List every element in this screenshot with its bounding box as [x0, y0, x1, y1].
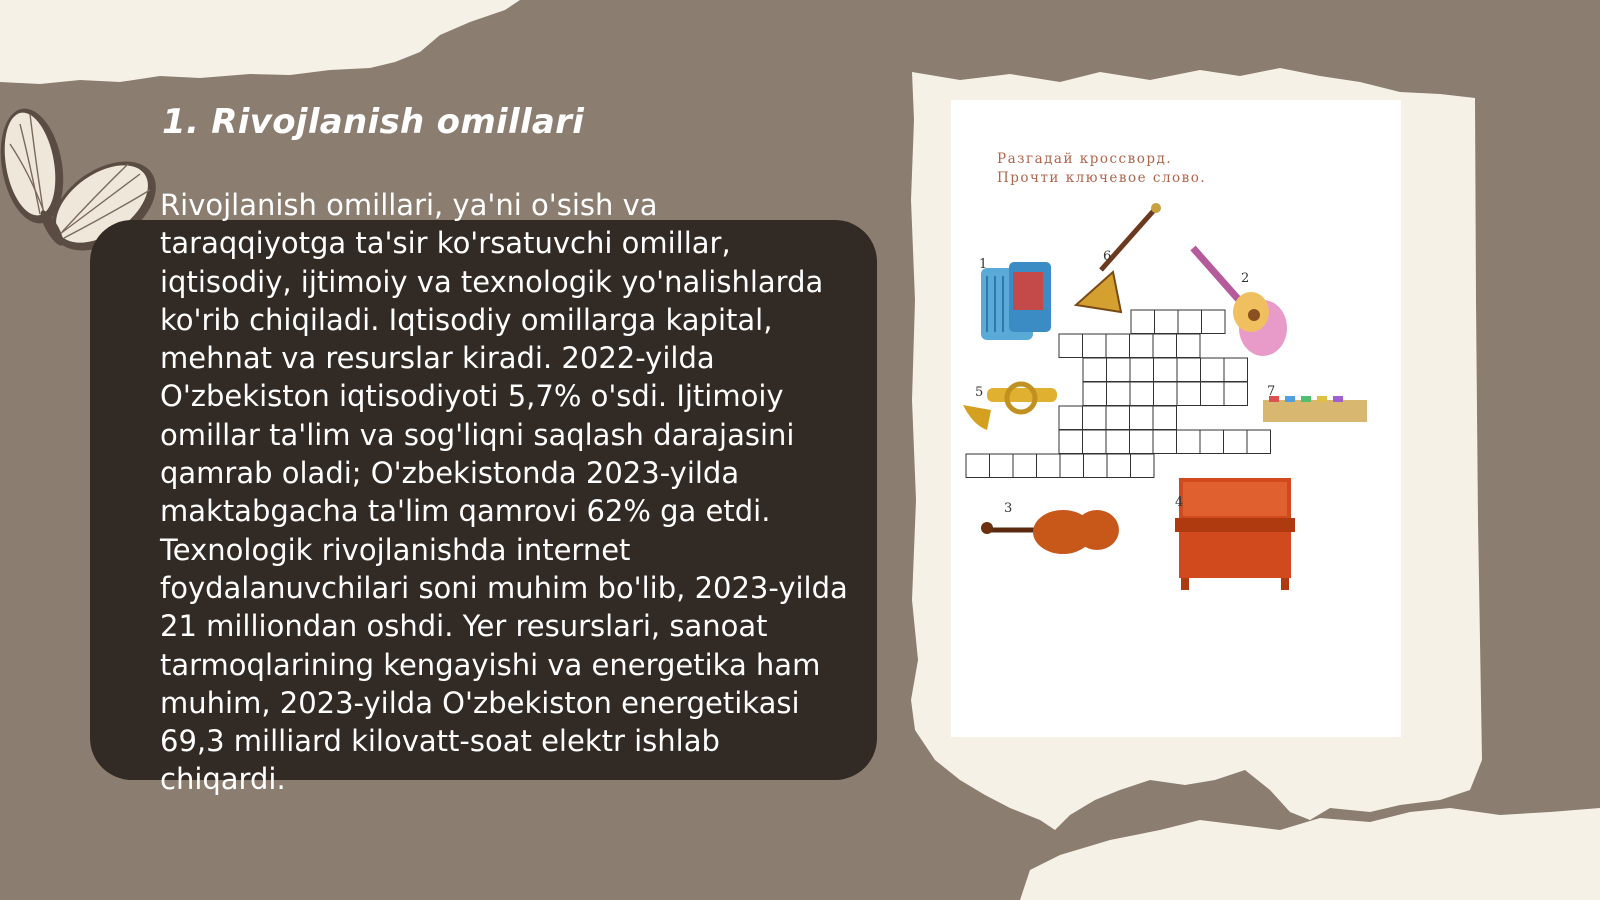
- crossword-cell: [1059, 406, 1083, 430]
- crossword-cell: [1013, 454, 1037, 478]
- crossword-cell: [1083, 430, 1107, 454]
- crossword-cell: [1153, 430, 1177, 454]
- crossword-cell: [1200, 430, 1224, 454]
- crossword-cell: [1107, 358, 1131, 382]
- guitar-icon: [1193, 248, 1287, 356]
- crossword-cell: [1060, 454, 1084, 478]
- crossword-cell: [1178, 310, 1202, 334]
- crossword-cell: [1107, 454, 1131, 478]
- crossword-cell: [1177, 334, 1201, 358]
- crossword-cell: [1083, 406, 1107, 430]
- crossword-cell: [1177, 358, 1201, 382]
- accordion-icon: [981, 262, 1051, 340]
- slide-body-text: Rivojlanish omillari, ya'ni o'sish va taraqqiyotga ta'sir ko'rsatuvchi omillar, iqtisodiy, ijtimoiy va texnologik yo'nalishlarda ko'rib chiqiladi. Iqtisodiy omillarga kapital, mehnat va resurslar kiradi. 2022-yilda O'zbekiston iqtisodiyoti 5,7% o'sdi. Ijtimoiy omillar ta'lim va sog'liqni saqlash darajasini qamrab oladi; O'zbekistonda 2023-yilda maktabgacha ta'lim qamrovi 62% ga etdi. Texnologik rivojlanishda internet foydalanuvchilari soni muhim bo'lib, 2023-yilda 21 milliondan oshdi. Yer resurslari, sanoat tarmoqlarining kengayishi va energetika ham muhim, 2023-yilda O'zbekiston energetikasi 69,3 milliard kilovatt-soat elektr ishlab chiqardi.: [160, 188, 848, 797]
- crossword-cell: [1131, 310, 1155, 334]
- crossword-cell: [1202, 310, 1226, 334]
- crossword-instruction-line-1: Разгадай кроссворд.: [997, 151, 1173, 167]
- crossword-cell: [1155, 310, 1179, 334]
- piano-icon: [1175, 478, 1295, 590]
- crossword-cell: [1084, 454, 1108, 478]
- crossword-cell: [1201, 358, 1225, 382]
- crossword-cell: [1131, 454, 1155, 478]
- crossword-cell: [1130, 334, 1154, 358]
- crossword-cell: [1154, 358, 1178, 382]
- crossword-cell: [1177, 382, 1201, 406]
- crossword-cell: [1224, 382, 1248, 406]
- crossword-illustration: [951, 100, 1401, 737]
- balalaika-icon: [1076, 203, 1161, 312]
- clue-number-2: 2: [1241, 271, 1250, 286]
- clue-number-5: 5: [975, 385, 984, 400]
- crossword-cell: [1224, 358, 1248, 382]
- crossword-cell: [1177, 430, 1201, 454]
- crossword-cell: [1130, 382, 1154, 406]
- torn-paper-top-left: [0, 0, 520, 84]
- crossword-cell: [1153, 406, 1177, 430]
- crossword-instruction-line-2: Прочти ключевое слово.: [997, 170, 1207, 186]
- clue-number-3: 3: [1004, 501, 1013, 516]
- crossword-cell: [1154, 382, 1178, 406]
- crossword-cell: [1037, 454, 1061, 478]
- crossword-cell: [1107, 382, 1131, 406]
- crossword-cell: [966, 454, 990, 478]
- crossword-cell: [1247, 430, 1271, 454]
- crossword-cell: [990, 454, 1014, 478]
- crossword-cell: [1130, 358, 1154, 382]
- crossword-cell: [1106, 430, 1130, 454]
- clue-number-7: 7: [1267, 384, 1276, 399]
- violin-icon: [981, 510, 1119, 554]
- crossword-cell: [1201, 382, 1225, 406]
- crossword-cell: [1106, 334, 1130, 358]
- crossword-cell: [1083, 334, 1107, 358]
- crossword-cell: [1130, 430, 1154, 454]
- crossword-cell: [1083, 358, 1107, 382]
- clue-number-1: 1: [979, 257, 988, 272]
- crossword-cell: [1059, 430, 1083, 454]
- xylophone-icon: [1263, 396, 1367, 422]
- crossword-cell: [1059, 334, 1083, 358]
- crossword-cell: [1083, 382, 1107, 406]
- torn-paper-bottom-right: [1020, 808, 1600, 900]
- crossword-cell: [1224, 430, 1248, 454]
- slide-title: 1. Rivojlanish omillari: [162, 102, 585, 142]
- crossword-cell: [1106, 406, 1130, 430]
- crossword-cell: [1130, 406, 1154, 430]
- clue-number-4: 4: [1175, 495, 1184, 510]
- clue-number-6: 6: [1103, 249, 1112, 264]
- crossword-cell: [1153, 334, 1177, 358]
